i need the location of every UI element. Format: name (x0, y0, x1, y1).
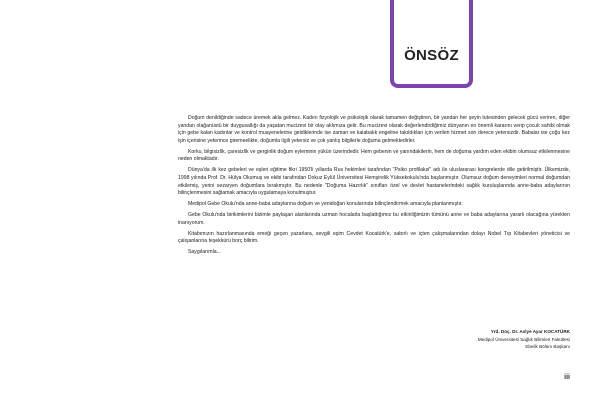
paragraph: Kitabımızın hazırlanmasında emeği geçen yazarlara, sevgili eşim Cevdet Kocatürk'e, sabırlı ve içten çalışmalarından dolayı Nobel Tıp Kitabevleri yöneticisi ve çalışanlarına teşekkürü borç bilirim. (178, 230, 570, 245)
paragraph: Dünya'da ilk kez gebeleri ve eşleri eğitime fikri 1950'li yıllarda Rus hekimleri tarafından "Psiko profilaksi" adı ile uluslararası kongrelerde dile getirilmiştir. Ülkemizde, 1998 yılında Prof. Dr. Hülya Okumuş ve ekibi tarafından Dokuz Eylül Üniversitesi Hemşirelik Yüksekokulu'nda başlanmıştır. Olumsuz doğum deneyimleri normal doğumdan etkilemiş, yerini sezaryen doğumlara bırakmıştır. Bu nedenle "Doğuma Hazırlık" sınıfları özel ve devlet hastanelerindeki sağlık kuruluşlarında anne-baba adaylarının bilinçlenmesini sağlamak amacıyla uygulamaya konulmuştur. (178, 167, 570, 197)
paragraph: Doğum denildiğinde sadece üremek akla gelmez. Kadını fizyolojik ve psikolojik olarak tamamen değiştiren, bir yandan her şeyin tutesinden gelecek gücü veriren, diğer yandan olağanüstü bir duygusallığı da yaşatan mucizevi bir olay aklımıza gelir. Bu mucizevi olarak değerlendirdiğimiz dünyanın en önemli kararını verip çocuk sahibi olmak için gebe kalan kadınlar ve kontrol muayenelerine geldiklerinde ise zaman ve kalabalık engeline takıldıkları için verilen hizmet son derece yetersizdir. Babalar ise çoğu kez işin içerisine yeterince giremeelikte, doğumla ilgili yetersiz ve çok yanlış bilgilerle doğuma gelmektedirler. (178, 115, 570, 144)
author-affiliation: Medipol Üniversitesi Sağlık Bilimleri Fakültesi (477, 336, 570, 342)
signature-block (270, 328, 570, 351)
author-name: Yrd. Doç. Dr. Aslye Ayar KOCATÜRK (490, 329, 570, 334)
section-title-tab (390, 0, 473, 88)
preface-body (178, 115, 570, 260)
paragraph: Medipol Gebe Okulu'nda anne-baba adaylarına doğum ve yenidoğan konularında bilinçlendirmek amacıyla planlanmıştır. (188, 201, 463, 208)
paragraph: Saygılarımla... (188, 249, 221, 256)
paragraph: Gebe Okulu'nda birikimlerini bizimle paylaşan alanlarında uzman hocalarla başlattığımız bu etkinliğimizin tümünü anne ve baba adaylarına yararlı olacağına yürekten inanıyorum. (178, 212, 570, 226)
paragraph: Korku, bilgisizlik, çaresizlik ve gerginlik doğum eyleminin yükün üzerindedir. Hem gebenin ve yanındakilerin, hem de doğuma yardım eden ekibin olumsuz etkilenmesine neden olmaktadır. (178, 148, 570, 163)
author-department: Ebelik Bölüm Başkanı (525, 344, 570, 350)
section-title: ÖNSÖZ (404, 47, 459, 64)
page-number: iii (564, 374, 570, 381)
